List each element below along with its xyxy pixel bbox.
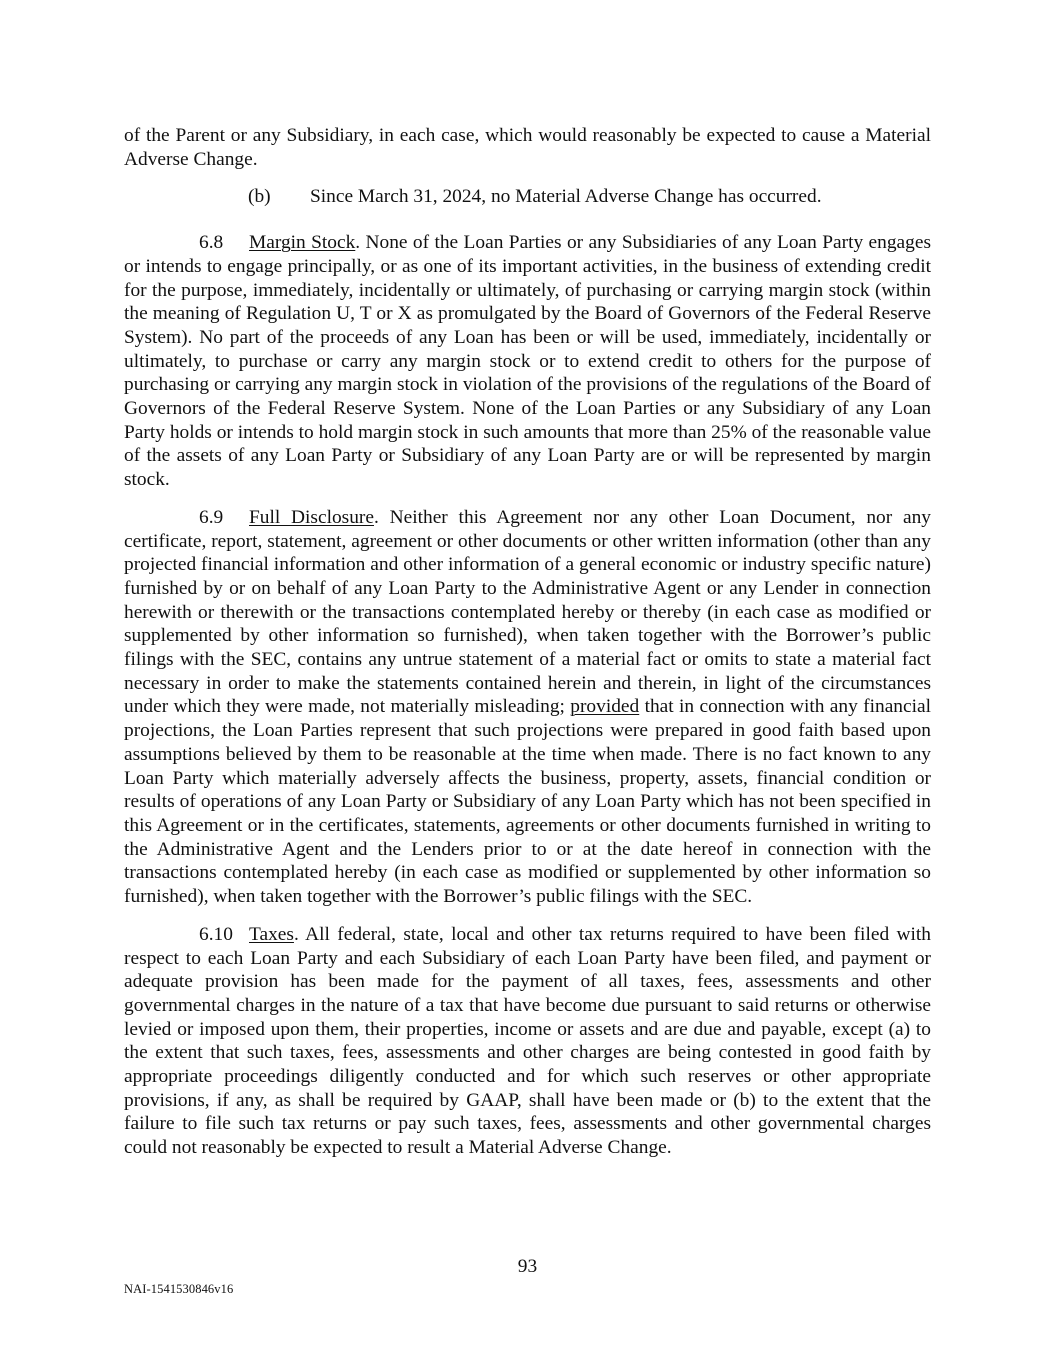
section-6-8-paragraph bbox=[124, 231, 931, 492]
section-number: 6.8 bbox=[199, 232, 224, 254]
page-number: 93 bbox=[517, 1256, 538, 1277]
section-number: 6.9 bbox=[199, 506, 224, 528]
section-heading: Taxes bbox=[249, 923, 294, 945]
document-page bbox=[124, 124, 931, 1174]
section-body: . Neither this Agreement nor any other Loan Document, nor any certificate, report, statement, agreement or other documents or other written information (other than any projected financial information and other information of a general economic or industry specific nature) furnished by or on behalf of any Loan Party to the Administrative Agent or any Lender in connection herewith or therewith or the transactions contemplated hereby or thereby (in each case as modified or supplemented by other information so furnished), when taken together with the Borrower’s public filings with the SEC, contains any untrue statement of a material fact or omits to state a material fact necessary in order to make the statements contained herein and therein, in light of the circumstances under which they were made, not materially misleading; bbox=[124, 506, 931, 718]
section-6-9-paragraph bbox=[124, 506, 931, 909]
section-number: 6.10 bbox=[199, 923, 233, 945]
section-body: . None of the Loan Parties or any Subsidiaries of any Loan Party engages or intends to engage principally, or as one of its important activities, in the business of extending credit for the purpose, immediately, incidentally or ultimately, of purchasing or carrying margin stock (within the meaning of Regulation U, T or X as promulgated by the Board of Governors of the Federal Reserve System). No part of the proceeds of any Loan has been or will be used, immediately, incidentally or ultimately, to purchase or carry any margin stock or to extend credit to others for the purpose of purchasing or carrying any margin stock in violation of the provisions of the regulations of the Board of Governors of the Federal Reserve System. None of the Loan Parties or any Subsidiary of any Loan Party holds or intends to hold margin stock in such amounts that more than 25% of the reasonable value of the assets of any Loan Party or Subsidiary of any Loan Party are or will be represented by margin stock. bbox=[124, 232, 931, 491]
section-heading: Margin Stock bbox=[249, 232, 356, 254]
intro-paragraph: of the Parent or any Subsidiary, in each case, which would reasonably be expected to cause a Material Adverse Change. bbox=[124, 125, 931, 170]
section-heading: Full Disclosure bbox=[249, 506, 374, 528]
clause-b-paragraph bbox=[248, 185, 931, 209]
section-6-10-paragraph bbox=[124, 923, 931, 1160]
section-body-continued: that in connection with any financial projections, the Loan Parties represent that such projections were prepared in good faith based upon assumptions believed by them to be reasonable at the time when made. There is no fact known to any Loan Party which materially adversely affects the business, property, assets, financial condition or results of operations of any Loan Party or Subsidiary of any Loan Party which has not been specified in this Agreement or in the certificates, statements, agreements or other documents furnished in writing to the Administrative Agent and the Lenders prior to or at the date hereof in connection with the transactions contemplated hereby (in each case as modified or supplemented by other information so furnished), when taken together with the Borrower’s public filings with the SEC. bbox=[124, 696, 931, 908]
clause-b-text: Since March 31, 2024, no Material Adverse Change has occurred. bbox=[310, 186, 822, 208]
proviso-term: provided bbox=[570, 696, 640, 718]
section-body: . All federal, state, local and other tax returns required to have been filed with respect to each Loan Party and each Subsidiary of each Loan Party have been filed, and payment or adequate provision has been made for the payment of all taxes, fees, assessments and other governmental charges in the nature of a tax that have become due pursuant to said returns or otherwise levied or imposed upon them, their properties, income or assets and are due and payable, except (a) to the extent that such taxes, fees, assessments and other charges are being contested in good faith by appropriate proceedings diligently conducted and for which such reserves or other appropriate provisions, if any, as shall be required by GAAP, shall have been made or (b) to the extent that the failure to file such tax returns or pay such taxes, fees, assessments and other governmental charges could not reasonably be expected to result a Material Adverse Change. bbox=[124, 923, 931, 1159]
clause-b-label: (b) bbox=[248, 186, 271, 208]
document-id: NAI-1541530846v16 bbox=[124, 1282, 234, 1296]
